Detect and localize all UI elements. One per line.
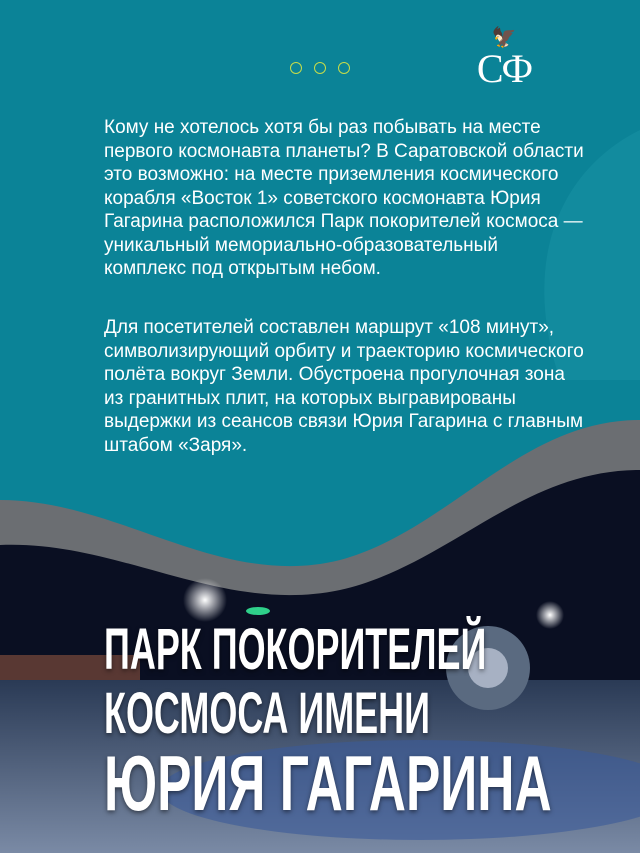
logo-text: СФ	[476, 46, 532, 91]
title-line-1: ПАРК ПОКОРИТЕЛЕЙ	[104, 617, 487, 682]
eagle-emblem-icon: 🦅	[491, 27, 517, 49]
title-line-3: ЮРИЯ ГАГАРИНА	[104, 739, 552, 827]
logo	[466, 28, 542, 90]
dot	[290, 62, 302, 74]
carousel-dots	[290, 62, 350, 74]
dot	[314, 62, 326, 74]
dot	[338, 62, 350, 74]
paragraph-1: Кому не хотелось хотя бы раз побывать на месте первого космонавта планеты? В Саратовской области это возможно: на месте приземления космического корабля «Восток 1» советского космонавта Юрия Гагарина расположился Парк покорителей космоса — уникальный мемориально-образовательный комплекс под открытым небом.	[104, 117, 584, 279]
paragraph-2: Для посетителей составлен маршрут «108 минут», символизирующий орбиту и траекторию космического полёта вокруг Земли. Обустроена прогулочная зона из гранитных плит, на которых выгравированы выдержки из сеансов связи Юрия Гагарина с главным штабом «Заря».	[104, 317, 584, 456]
title-line-2: КОСМОСА ИМЕНИ	[104, 681, 430, 746]
